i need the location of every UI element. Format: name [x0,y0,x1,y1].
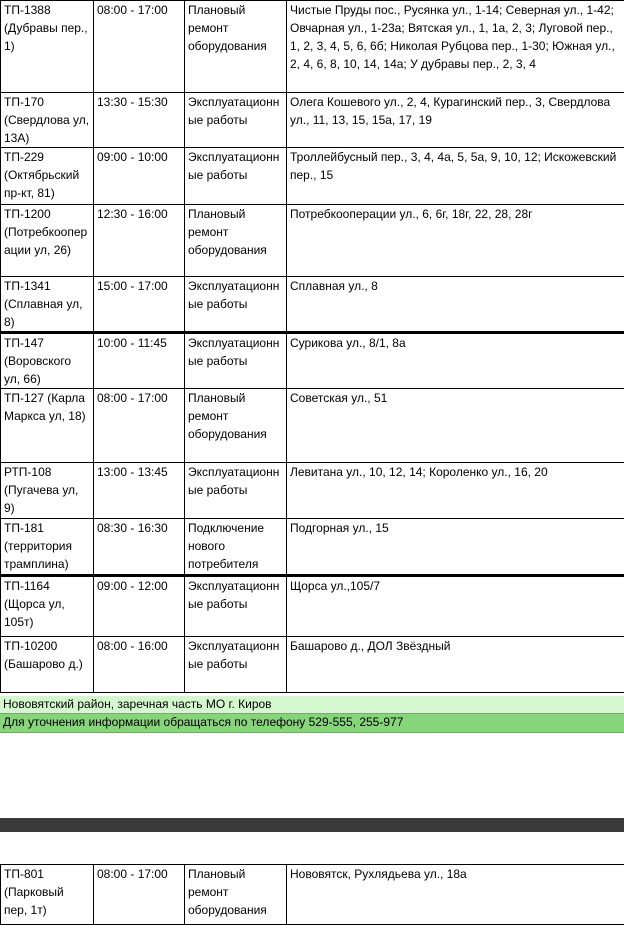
time-cell: 08:00 - 16:00 [94,637,185,693]
time-cell: 08:30 - 16:30 [94,519,185,576]
substation-cell: ТП-10200 (Башарово д.) [1,637,94,693]
work-type-cell: Эксплуатационные работы [185,277,287,333]
work-type-cell: Подключение нового потребителя [185,519,287,576]
substation-cell: ТП-801 (Парковый пер, 1т) [1,865,94,925]
address-cell: Советская ул., 51 [287,389,624,463]
work-type-cell: Эксплуатационные работы [185,637,287,693]
table-row [1,463,624,519]
substation-cell: ТП-229 (Октябрьский пр-кт, 81) [1,148,94,205]
table-row [1,576,624,637]
table-row [1,1,624,93]
time-cell: 13:00 - 13:45 [94,463,185,519]
page-divider [0,818,624,832]
table-row [1,277,624,333]
time-cell: 12:30 - 16:00 [94,205,185,277]
substation-cell: ТП-1388 (Дубравы пер., 1) [1,1,94,93]
work-type-cell: Эксплуатационные работы [185,93,287,148]
table-row [1,93,624,148]
address-cell: Щорса ул.,105/7 [287,576,624,637]
table-row [1,205,624,277]
substation-cell: ТП-1200 (Потребкооперации ул, 26) [1,205,94,277]
address-cell: Нововятск, Рухлядьева ул., 18а [287,865,624,925]
address-cell: Левитана ул., 10, 12, 14; Короленко ул., 16, 20 [287,463,624,519]
work-type-cell: Эксплуатационные работы [185,148,287,205]
contact-info-banner: Для уточнения информации обращаться по телефону 529-555, 255-977 [0,714,624,733]
substation-cell: ТП-170 (Свердлова ул, 13А) [1,93,94,148]
substation-cell: ТП-1164 (Щорса ул, 105т) [1,576,94,637]
address-cell: Потребкооперации ул., 6, 6г, 18г, 22, 28, 28г [287,205,624,277]
table-row [1,389,624,463]
time-cell: 09:00 - 12:00 [94,576,185,637]
time-cell: 13:30 - 15:30 [94,93,185,148]
time-cell: 10:00 - 11:45 [94,333,185,389]
address-cell: Подгорная ул., 15 [287,519,624,576]
substation-cell: РТП-108 (Пугачева ул, 9) [1,463,94,519]
outage-table-lower [0,864,624,925]
address-cell: Сплавная ул., 8 [287,277,624,333]
address-cell: Олега Кошевого ул., 2, 4, Курагинский пер., 3, Свердлова ул., 11, 13, 15, 15а, 17, 19 [287,93,624,148]
substation-cell: ТП-181 (территория трамплина) [1,519,94,576]
address-cell: Башарово д., ДОЛ Звёздный [287,637,624,693]
substation-cell: ТП-147 (Воровского ул, 66) [1,333,94,389]
time-cell: 08:00 - 17:00 [94,865,185,925]
time-cell: 08:00 - 17:00 [94,389,185,463]
work-type-cell: Плановый ремонт оборудования [185,1,287,93]
work-type-cell: Эксплуатационные работы [185,576,287,637]
work-type-cell: Плановый ремонт оборудования [185,389,287,463]
district-header: Нововятский район, заречная часть МО г. Киров [0,696,624,714]
time-cell: 15:00 - 17:00 [94,277,185,333]
address-cell: Чистые Пруды пос., Русянка ул., 1-14; Северная ул., 1-42; Овчарная ул., 1-23а; Вятская ул., 1, 1а, 2, 3; Луговой пер., 1, 2, 3, 4, 5, 6, 6б; Николая Рубцова пер., 1-30; Южная ул., 2, 4, 6, 8, 10, 14, 14а; У дубравы пер., 2, 3, 4 [287,1,624,93]
table-row [1,148,624,205]
address-cell: Троллейбусный пер., 3, 4, 4а, 5, 5а, 9, 10, 12; Искожевский пер., 15 [287,148,624,205]
work-type-cell: Плановый ремонт оборудования [185,205,287,277]
table-row [1,637,624,693]
substation-cell: ТП-127 (Карла Маркса ул, 18) [1,389,94,463]
work-type-cell: Эксплуатационные работы [185,333,287,389]
time-cell: 09:00 - 10:00 [94,148,185,205]
substation-cell: ТП-1341 (Сплавная ул, 8) [1,277,94,333]
address-cell: Сурикова ул., 8/1, 8а [287,333,624,389]
work-type-cell: Эксплуатационные работы [185,463,287,519]
table-row [1,865,624,925]
work-type-cell: Плановый ремонт оборудования [185,865,287,925]
table-row [1,333,624,389]
time-cell: 08:00 - 17:00 [94,1,185,93]
table-row [1,519,624,576]
